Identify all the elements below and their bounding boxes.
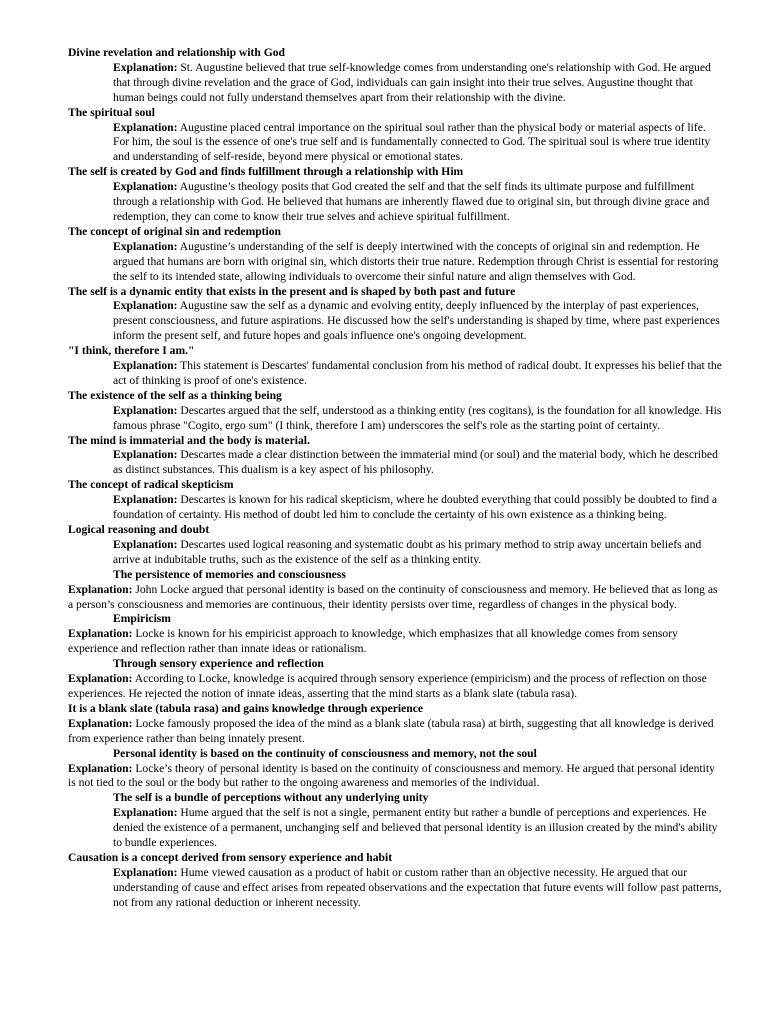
explanation-label: Explanation:	[68, 716, 133, 730]
entry-explanation	[68, 359, 724, 389]
explanation-text: St. Augustine believed that true self-knowledge comes from understanding one's relationship with God. He argued that through divine revelation and the grace of God, individuals can gain insight into their true selves. Augustine thought that human beings could not fully understand themselves apart from their relationship with the divine.	[113, 60, 711, 104]
explanation-label: Explanation:	[68, 582, 133, 596]
entry-explanation	[68, 583, 724, 613]
entry	[68, 478, 724, 523]
entry	[68, 747, 724, 792]
entry-heading: Through sensory experience and reflection	[113, 657, 324, 671]
explanation-label: Explanation:	[113, 537, 178, 551]
explanation-text: Descartes argued that the self, understood as a thinking entity (res cogitans), is the foundation for all knowledge. His famous phrase "Cogito, ergo sum" (I think, therefore I am) underscores the self's role as the starting point of certainty.	[113, 403, 722, 432]
entry-explanation	[68, 299, 724, 344]
entry	[68, 791, 724, 851]
entry-explanation	[68, 493, 724, 523]
explanation-text: Augustine’s theology posits that God created the self and that the self finds its ultimate purpose and fulfillment through a relationship with God. He believed that humans are inherently flawed due to original sin, but through divine grace and redemption, they can come to know their true selves and achieve spiritual fulfillment.	[113, 180, 710, 223]
explanation-text: This statement is Descartes' fundamental conclusion from his method of radical doubt. It expresses his belief that the act of thinking is proof of one's existence.	[113, 359, 722, 387]
entry	[68, 612, 724, 657]
explanation-text: Locke famously proposed the idea of the mind as a blank slate (tabula rasa) at birth, suggesting that all knowledge is derived from experience rather than being innately present.	[68, 716, 714, 745]
entry	[68, 523, 724, 568]
entry-heading: The concept of radical skepticism	[68, 478, 234, 492]
entry-explanation	[68, 240, 724, 285]
explanation-label: Explanation:	[68, 761, 133, 775]
entry	[68, 344, 724, 389]
explanation-text: Augustine’s understanding of the self is deeply intertwined with the concepts of original sin and redemption. He argued that humans are born with original sin, which distorts their true nature. Redemption through Christ is essential for restoring the self to its intended state, allowing individuals to overcome their sinful nature and align themselves with God.	[113, 239, 719, 283]
entry	[68, 851, 724, 911]
explanation-text: Augustine saw the self as a dynamic and evolving entity, deeply influenced by the interplay of past experiences, present consciousness, and future aspirations. He discussed how the self's understanding is shaped by time, where past experiences inform the present self, and future hopes and goals influence one's ongoing development.	[113, 299, 720, 343]
entry-heading: The spiritual soul	[68, 105, 155, 119]
explanation-label: Explanation:	[68, 627, 133, 641]
explanation-label: Explanation:	[113, 60, 178, 74]
entry-heading: Causation is a concept derived from sensory experience and habit	[68, 850, 393, 864]
explanation-label: Explanation:	[113, 120, 178, 134]
entry-heading: Empiricism	[113, 612, 171, 626]
entry	[68, 389, 724, 434]
explanation-label: Explanation:	[113, 403, 178, 417]
explanation-text: John Locke argued that personal identity is based on the continuity of consciousness and memory. He believed that as long as a person’s consciousness and memories are continuous, their identity persists over time, regardless of changes in the physical body.	[68, 582, 718, 611]
explanation-label: Explanation:	[113, 865, 178, 879]
explanation-text: According to Locke, knowledge is acquired through sensory experience (empiricism) and the process of reflection on those experiences. He rejected the notion of innate ideas, asserting that the mind starts as a blank slate (tabula rasa).	[68, 672, 707, 700]
entry-heading: "I think, therefore I am."	[68, 344, 195, 358]
entry-heading: The self is a bundle of perceptions without any underlying unity	[113, 791, 429, 805]
explanation-label: Explanation:	[113, 493, 178, 507]
entry	[68, 702, 724, 747]
explanation-text: Augustine placed central importance on the spiritual soul rather than the physical body or material aspects of life. For him, the soul is the essence of one's true self and is fundamentally connected to God. The spiritual soul is where true identity and understanding of self-reside, beyond mere physical or emotional states.	[113, 120, 711, 164]
explanation-label: Explanation:	[68, 672, 133, 686]
explanation-text: Descartes made a clear distinction between the immaterial mind (or soul) and the material body, which he described as distinct substances. This dualism is a key aspect of his philosophy.	[113, 448, 718, 477]
entry-heading: The mind is immaterial and the body is material.	[68, 433, 310, 447]
explanation-label: Explanation:	[113, 359, 178, 373]
explanation-text: Descartes is known for his radical skepticism, where he doubted everything that could possibly be doubted to find a foundation of certainty. His method of doubt led him to conclude the certainty of his own existence as a thinking being.	[113, 493, 718, 522]
entry	[68, 285, 724, 345]
entry-heading: The self is a dynamic entity that exists in the present and is shaped by both past and future	[68, 284, 516, 298]
explanation-text: Descartes used logical reasoning and systematic doubt as his primary method to strip away uncertain beliefs and arrive at indubitable truths, such as the existence of the self as a thinking entity.	[113, 537, 702, 566]
entry	[68, 657, 724, 702]
entry-explanation	[68, 672, 724, 702]
explanation-label: Explanation:	[113, 806, 178, 820]
entry-explanation	[68, 717, 724, 747]
document-body	[68, 46, 724, 911]
entry-explanation	[68, 538, 724, 568]
entry-heading: The concept of original sin and redemption	[68, 224, 281, 238]
explanation-label: Explanation:	[113, 239, 178, 253]
entry-explanation	[68, 627, 724, 657]
entry-explanation	[68, 448, 724, 478]
explanation-text: Locke’s theory of personal identity is based on the continuity of consciousness and memory. He argued that personal identity is not tied to the soul or the body but rather to the ongoing awareness and memories of the individual.	[68, 761, 715, 790]
explanation-label: Explanation:	[113, 180, 178, 194]
entry	[68, 46, 724, 106]
entry-heading: Divine revelation and relationship with God	[68, 46, 285, 59]
entry-explanation	[68, 866, 724, 911]
entry	[68, 434, 724, 479]
entry-heading: Logical reasoning and doubt	[68, 523, 210, 536]
entry	[68, 106, 724, 166]
explanation-text: Locke is known for his empiricist approach to knowledge, which emphasizes that all knowledge comes from sensory experience and reflection rather than innate ideas or rationalism.	[68, 627, 678, 656]
explanation-text: Hume viewed causation as a product of habit or custom rather than an objective necessity. He argued that our understanding of cause and effect arises from repeated observations and the expectation that future events will follow past patterns, not from any rational deduction or inherent necessity.	[113, 865, 722, 909]
entry-explanation	[68, 404, 724, 434]
entry	[68, 165, 724, 225]
entry-heading: It is a blank slate (tabula rasa) and gains knowledge through experience	[68, 701, 424, 715]
explanation-text: Hume argued that the self is not a single, permanent entity but rather a bundle of perceptions and experiences. He denied the existence of a permanent, unchanging self and believed that personal identity is an illusion created by the mind's ability to bundle experiences.	[113, 806, 718, 850]
entry-heading: The existence of the self as a thinking being	[68, 388, 282, 402]
entry-explanation	[68, 121, 724, 166]
entry-explanation	[68, 61, 724, 106]
entry-heading: The persistence of memories and consciousness	[113, 567, 346, 581]
entry-explanation	[68, 180, 724, 225]
explanation-label: Explanation:	[113, 448, 178, 462]
entry-explanation	[68, 762, 724, 792]
entry-heading: Personal identity is based on the continuity of consciousness and memory, not the soul	[113, 746, 537, 760]
entry-heading: The self is created by God and finds fulfillment through a relationship with Him	[68, 165, 464, 179]
entry-explanation	[68, 806, 724, 851]
entry	[68, 225, 724, 285]
entry	[68, 568, 724, 613]
explanation-label: Explanation:	[113, 299, 178, 313]
